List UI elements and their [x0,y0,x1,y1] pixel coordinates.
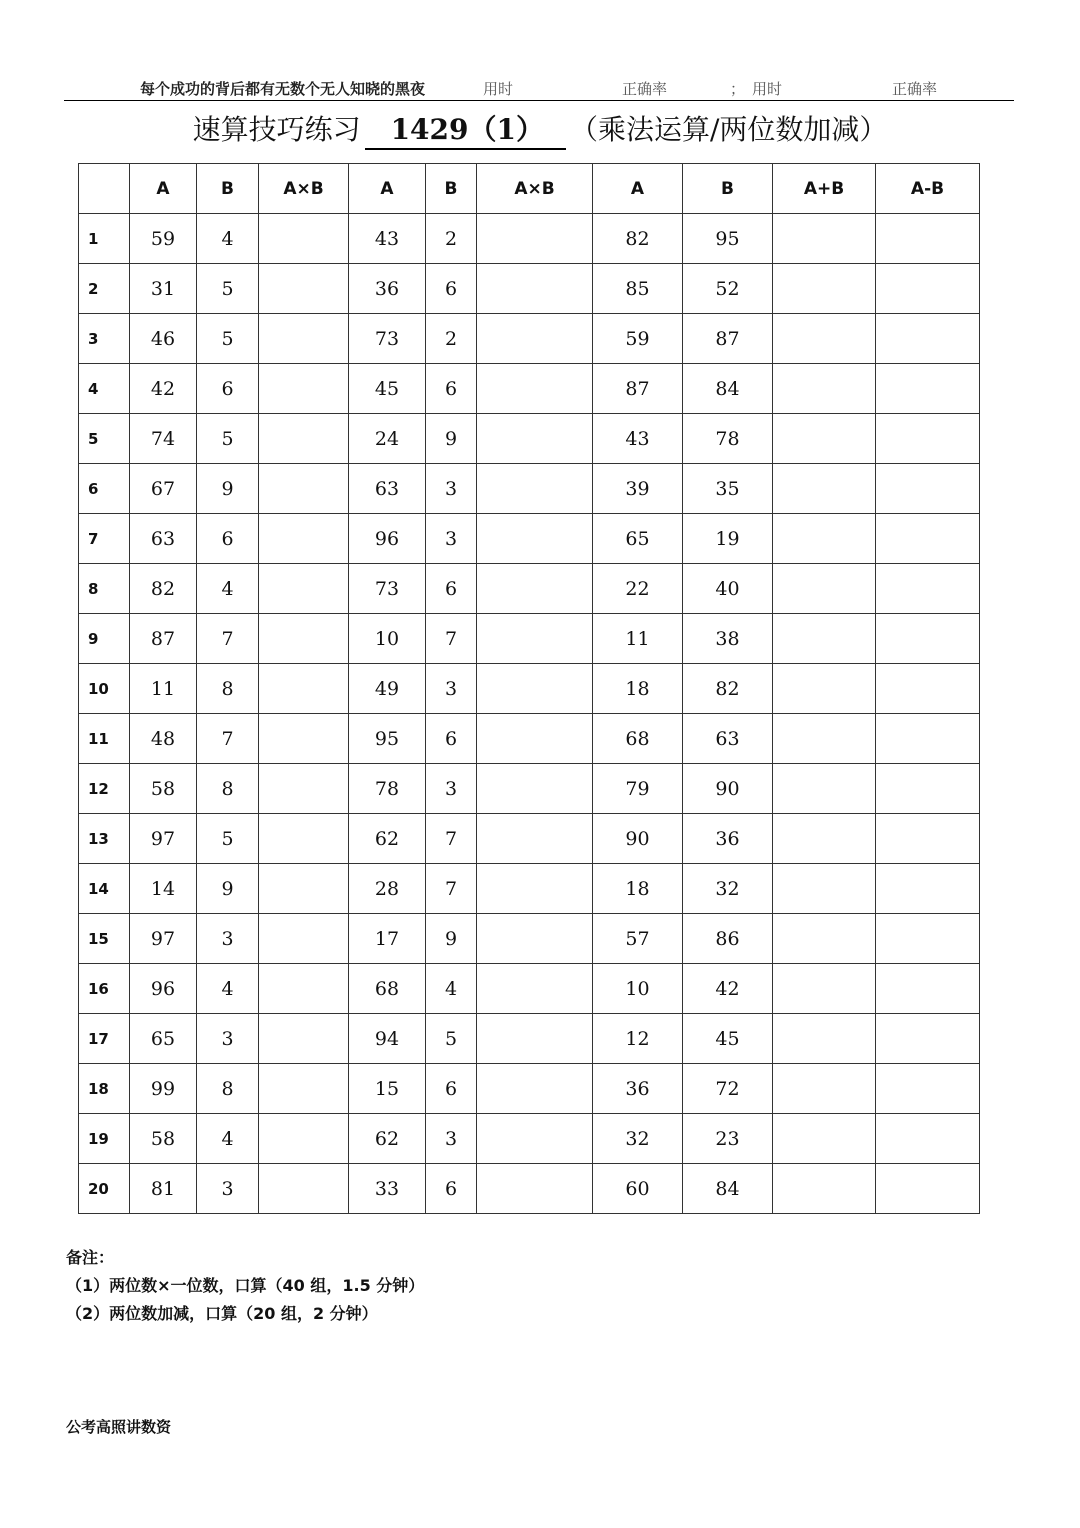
note-item-2: （2）两位数加减，口算（20 组，2 分钟） [66,1304,378,1323]
answer-cell[interactable] [259,1114,349,1164]
operand-cell: 2 [426,314,477,364]
answer-cell[interactable] [259,564,349,614]
operand-cell: 87 [683,314,773,364]
answer-cell[interactable] [773,414,876,464]
operand-cell: 9 [426,914,477,964]
operand-cell: 86 [683,914,773,964]
accuracy-label-1: 正确率 [622,80,668,98]
operand-cell: 35 [683,464,773,514]
operand-cell: 3 [197,914,259,964]
answer-cell[interactable] [477,914,593,964]
answer-cell[interactable] [477,464,593,514]
answer-cell[interactable] [477,764,593,814]
row-number: 13 [79,814,130,864]
operand-cell: 45 [683,1014,773,1064]
accuracy-label-2: 正确率 [892,80,938,98]
column-header: B [683,164,773,214]
answer-cell[interactable] [259,1064,349,1114]
row-number: 5 [79,414,130,464]
row-number: 14 [79,864,130,914]
title-suffix: （乘法运算/两位数加减） [570,113,888,146]
answer-cell[interactable] [477,414,593,464]
operand-cell: 49 [349,664,426,714]
table-header-row [79,164,980,214]
footer-text: 公考高照讲数资 [66,1418,172,1436]
operand-cell: 87 [593,364,683,414]
operand-cell: 57 [593,914,683,964]
operand-cell: 36 [593,1064,683,1114]
operand-cell: 7 [426,614,477,664]
column-header: A+B [773,164,876,214]
table-row [79,614,980,664]
answer-cell[interactable] [477,1164,593,1214]
column-header: B [197,164,259,214]
operand-cell: 4 [197,214,259,264]
exercise-table [78,163,980,1214]
operand-cell: 85 [593,264,683,314]
table-row [79,314,980,364]
operand-cell: 4 [426,964,477,1014]
operand-cell: 31 [130,264,197,314]
operand-cell: 7 [197,614,259,664]
accuracy-field-2 [892,78,937,99]
operand-cell: 73 [349,314,426,364]
operand-cell: 12 [593,1014,683,1064]
operand-cell: 59 [130,214,197,264]
answer-cell[interactable] [876,1014,980,1064]
operand-cell: 43 [593,414,683,464]
operand-cell: 96 [130,964,197,1014]
answer-cell[interactable] [773,464,876,514]
operand-cell: 40 [683,564,773,614]
operand-cell: 97 [130,914,197,964]
answer-cell[interactable] [259,614,349,664]
operand-cell: 52 [683,264,773,314]
answer-cell[interactable] [876,464,980,514]
table-row [79,364,980,414]
operand-cell: 62 [349,1114,426,1164]
answer-cell[interactable] [773,1114,876,1164]
answer-cell[interactable] [876,764,980,814]
operand-cell: 3 [426,514,477,564]
page-title [0,108,1080,154]
operand-cell: 3 [426,464,477,514]
answer-cell[interactable] [477,964,593,1014]
answer-cell[interactable] [773,264,876,314]
answer-cell[interactable] [259,764,349,814]
operand-cell: 28 [349,864,426,914]
answer-cell[interactable] [773,664,876,714]
operand-cell: 3 [426,664,477,714]
operand-cell: 32 [683,864,773,914]
operand-cell: 4 [197,564,259,614]
answer-cell[interactable] [773,1164,876,1214]
operand-cell: 5 [197,414,259,464]
operand-cell: 68 [349,964,426,1014]
operand-cell: 9 [426,414,477,464]
answer-cell[interactable] [773,1064,876,1114]
operand-cell: 33 [349,1164,426,1214]
operand-cell: 5 [197,264,259,314]
answer-cell[interactable] [876,814,980,864]
table-row [79,914,980,964]
answer-cell[interactable] [773,314,876,364]
operand-cell: 4 [197,1114,259,1164]
operand-cell: 24 [349,414,426,464]
table-row [79,564,980,614]
answer-cell[interactable] [477,1014,593,1064]
answer-cell[interactable] [477,514,593,564]
operand-cell: 5 [426,1014,477,1064]
notes-heading: 备注： [66,1248,115,1267]
operand-cell: 42 [683,964,773,1014]
operand-cell: 4 [197,964,259,1014]
answer-cell[interactable] [477,1114,593,1164]
row-number: 16 [79,964,130,1014]
operand-cell: 6 [426,264,477,314]
table-row [79,214,980,264]
header-separator: ； [730,80,746,98]
operand-cell: 78 [349,764,426,814]
time-field-1 [483,78,513,99]
answer-cell[interactable] [876,264,980,314]
answer-cell[interactable] [259,914,349,964]
title-prefix: 速算技巧练习 [192,113,361,146]
table-row [79,664,980,714]
notes-section [66,1244,424,1328]
answer-cell[interactable] [477,614,593,664]
answer-cell[interactable] [876,1114,980,1164]
answer-cell[interactable] [773,614,876,664]
operand-cell: 63 [130,514,197,564]
answer-cell[interactable] [876,714,980,764]
table-row [79,964,980,1014]
operand-cell: 3 [197,1014,259,1064]
operand-cell: 95 [349,714,426,764]
operand-cell: 84 [683,1164,773,1214]
operand-cell: 2 [426,214,477,264]
operand-cell: 6 [426,714,477,764]
operand-cell: 78 [683,414,773,464]
table-row [79,714,980,764]
answer-cell[interactable] [259,364,349,414]
row-number: 2 [79,264,130,314]
table-row [79,1064,980,1114]
operand-cell: 62 [349,814,426,864]
operand-cell: 6 [426,1164,477,1214]
operand-cell: 38 [683,614,773,664]
operand-cell: 48 [130,714,197,764]
operand-cell: 79 [593,764,683,814]
operand-cell: 68 [593,714,683,764]
row-number: 17 [79,1014,130,1064]
column-header: B [426,164,477,214]
accuracy-field-1 [622,78,667,99]
operand-cell: 8 [197,764,259,814]
row-number: 8 [79,564,130,614]
operand-cell: 5 [197,814,259,864]
answer-cell[interactable] [259,964,349,1014]
operand-cell: 42 [130,364,197,414]
answer-cell[interactable] [477,814,593,864]
time-label-2: 用时 [752,80,783,98]
table-row [79,814,980,864]
answer-cell[interactable] [876,1164,980,1214]
operand-cell: 46 [130,314,197,364]
operand-cell: 90 [683,764,773,814]
column-header: A [130,164,197,214]
operand-cell: 18 [593,864,683,914]
table-row [79,1114,980,1164]
answer-cell[interactable] [876,1064,980,1114]
operand-cell: 63 [349,464,426,514]
answer-cell[interactable] [477,714,593,764]
answer-cell[interactable] [259,814,349,864]
answer-cell[interactable] [773,564,876,614]
operand-cell: 73 [349,564,426,614]
operand-cell: 72 [683,1064,773,1114]
answer-cell[interactable] [773,214,876,264]
operand-cell: 5 [197,314,259,364]
answer-cell[interactable] [876,914,980,964]
operand-cell: 82 [130,564,197,614]
operand-cell: 3 [426,1114,477,1164]
operand-cell: 9 [197,864,259,914]
answer-cell[interactable] [773,714,876,764]
answer-cell[interactable] [876,364,980,414]
time-blank-2[interactable] [782,86,864,101]
operand-cell: 7 [197,714,259,764]
motto-text: 每个成功的背后都有无数个无人知晓的黑夜 [140,80,426,98]
operand-cell: 6 [426,1064,477,1114]
row-number: 20 [79,1164,130,1214]
answer-cell[interactable] [773,364,876,414]
operand-cell: 22 [593,564,683,614]
operand-cell: 6 [197,364,259,414]
operand-cell: 19 [683,514,773,564]
operand-cell: 6 [197,514,259,564]
operand-cell: 96 [349,514,426,564]
answer-cell[interactable] [876,614,980,664]
answer-cell[interactable] [259,664,349,714]
answer-cell[interactable] [876,214,980,264]
operand-cell: 3 [426,764,477,814]
answer-cell[interactable] [876,664,980,714]
operand-cell: 95 [683,214,773,264]
answer-cell[interactable] [477,264,593,314]
column-header: A×B [477,164,593,214]
operand-cell: 7 [426,814,477,864]
operand-cell: 11 [593,614,683,664]
operand-cell: 65 [130,1014,197,1064]
answer-cell[interactable] [773,1014,876,1064]
answer-cell[interactable] [876,514,980,564]
operand-cell: 59 [593,314,683,364]
operand-cell: 90 [593,814,683,864]
operand-cell: 63 [683,714,773,764]
page-header [64,70,1014,101]
table-body [79,214,980,1214]
operand-cell: 23 [683,1114,773,1164]
row-number: 15 [79,914,130,964]
answer-cell[interactable] [773,914,876,964]
table-row [79,514,980,564]
answer-cell[interactable] [477,314,593,364]
table-row [79,414,980,464]
answer-cell[interactable] [773,764,876,814]
operand-cell: 3 [197,1164,259,1214]
answer-cell[interactable] [876,414,980,464]
column-header: A×B [259,164,349,214]
column-header: A [593,164,683,214]
answer-cell[interactable] [259,214,349,264]
operand-cell: 10 [593,964,683,1014]
answer-cell[interactable] [259,464,349,514]
answer-cell[interactable] [477,214,593,264]
answer-cell[interactable] [876,564,980,614]
operand-cell: 7 [426,864,477,914]
column-header [79,164,130,214]
operand-cell: 81 [130,1164,197,1214]
answer-cell[interactable] [477,864,593,914]
row-number: 4 [79,364,130,414]
answer-cell[interactable] [477,564,593,614]
accuracy-blank-2[interactable] [937,86,985,101]
answer-cell[interactable] [876,864,980,914]
answer-cell[interactable] [259,514,349,564]
operand-cell: 36 [683,814,773,864]
operand-cell: 45 [349,364,426,414]
row-number: 7 [79,514,130,564]
operand-cell: 65 [593,514,683,564]
operand-cell: 60 [593,1164,683,1214]
operand-cell: 32 [593,1114,683,1164]
answer-cell[interactable] [259,314,349,364]
row-number: 18 [79,1064,130,1114]
time-field-2 [752,78,782,99]
column-header: A [349,164,426,214]
table-row [79,264,980,314]
operand-cell: 11 [130,664,197,714]
operand-cell: 82 [683,664,773,714]
answer-cell[interactable] [259,1164,349,1214]
operand-cell: 14 [130,864,197,914]
answer-cell[interactable] [773,514,876,564]
answer-cell[interactable] [477,364,593,414]
table-row [79,1014,980,1064]
operand-cell: 17 [349,914,426,964]
row-number: 6 [79,464,130,514]
answer-cell[interactable] [773,964,876,1014]
operand-cell: 6 [426,564,477,614]
table-row [79,464,980,514]
operand-cell: 74 [130,414,197,464]
answer-cell[interactable] [876,964,980,1014]
table-row [79,764,980,814]
row-number: 10 [79,664,130,714]
column-header: A-B [876,164,980,214]
operand-cell: 15 [349,1064,426,1114]
operand-cell: 9 [197,464,259,514]
operand-cell: 39 [593,464,683,514]
time-label-1: 用时 [483,80,514,98]
operand-cell: 6 [426,364,477,414]
operand-cell: 97 [130,814,197,864]
answer-cell[interactable] [876,314,980,364]
operand-cell: 58 [130,764,197,814]
answer-cell[interactable] [773,814,876,864]
answer-cell[interactable] [259,264,349,314]
operand-cell: 18 [593,664,683,714]
row-number: 3 [79,314,130,364]
row-number: 11 [79,714,130,764]
operand-cell: 36 [349,264,426,314]
title-code: 1429（1） [365,108,566,150]
operand-cell: 43 [349,214,426,264]
time-blank-1[interactable] [513,86,595,101]
answer-cell[interactable] [259,414,349,464]
row-number: 9 [79,614,130,664]
note-item-1: （1）两位数×一位数，口算（40 组，1.5 分钟） [66,1276,425,1295]
answer-cell[interactable] [477,1064,593,1114]
row-number: 1 [79,214,130,264]
operand-cell: 8 [197,664,259,714]
answer-cell[interactable] [259,714,349,764]
operand-cell: 67 [130,464,197,514]
answer-cell[interactable] [477,664,593,714]
operand-cell: 10 [349,614,426,664]
operand-cell: 8 [197,1064,259,1114]
operand-cell: 84 [683,364,773,414]
table-row [79,1164,980,1214]
operand-cell: 82 [593,214,683,264]
row-number: 19 [79,1114,130,1164]
operand-cell: 99 [130,1064,197,1114]
accuracy-blank-1[interactable] [667,86,725,101]
row-number: 12 [79,764,130,814]
table-row [79,864,980,914]
answer-cell[interactable] [773,864,876,914]
answer-cell[interactable] [259,864,349,914]
operand-cell: 58 [130,1114,197,1164]
answer-cell[interactable] [259,1014,349,1064]
operand-cell: 87 [130,614,197,664]
operand-cell: 94 [349,1014,426,1064]
